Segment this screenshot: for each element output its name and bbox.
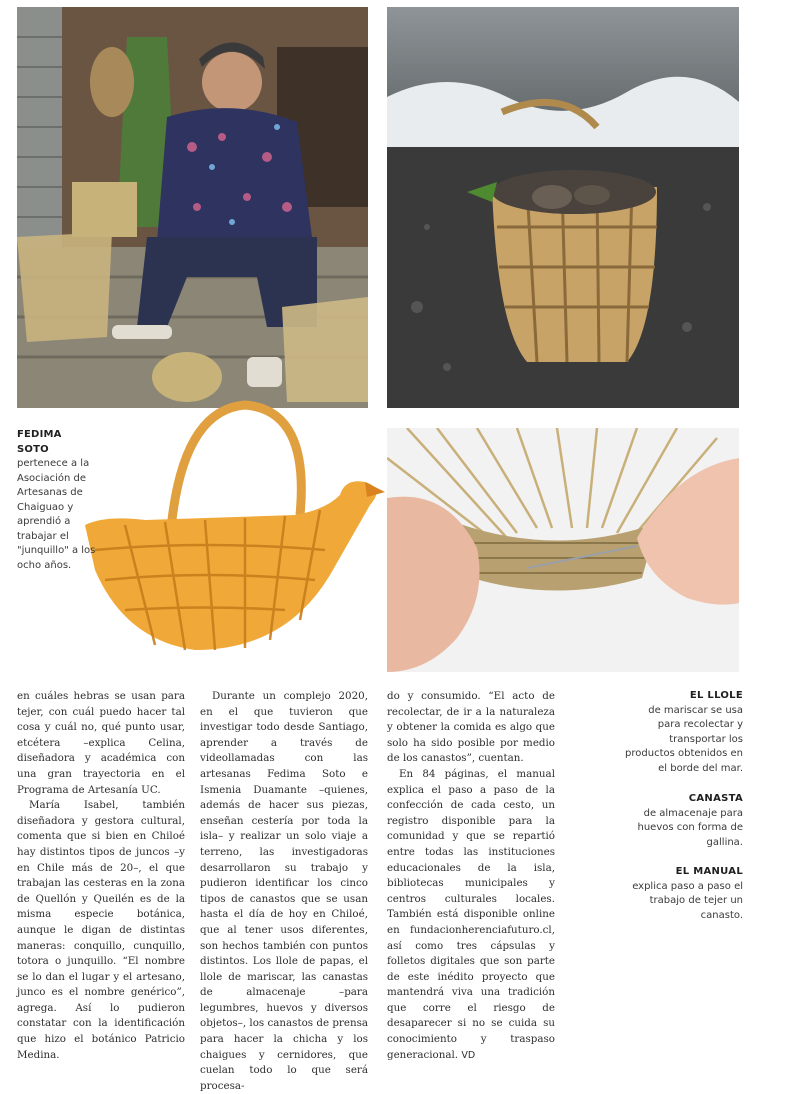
body-column-3 <box>387 689 555 1063</box>
sidebar-caption-title: EL MANUAL <box>675 866 743 877</box>
sidebar-caption-manual <box>623 865 743 923</box>
sidebar-caption-text: de mariscar se usa para recolectar y transportar los productos obtenidos en el borde del mar. <box>625 704 743 774</box>
caption-title: FEDIMA SOTO <box>17 429 62 455</box>
sidebar-caption-title: EL LLOLE <box>689 690 743 701</box>
sidebar-caption-title: CANASTA <box>688 793 743 804</box>
paragraph: en cuáles hebras se usan para tejer, con cuál puedo hacer tal cosa y cuál no, qué punto usar, etcétera –explica Celina, diseñadora y académica con una gran trayectoria en el Programa de Artesanía UC. <box>17 690 185 796</box>
basket-on-shore-image <box>387 7 739 408</box>
paragraph: do y consumido. “El acto de recolectar, de ir a la naturaleza y obtener la comida es algo que solo ha sido posible por medio de los canastos”, cuentan. <box>387 690 555 765</box>
paragraph-text: En 84 páginas, el manual explica el paso a paso de la confección de cada cesto, un registro disponible para la comunidad y que se repartió entre todas las instituciones educacionales de la isla, bibliotecas municipales y centros culturales locales. También está disponible online en fundacionherenciafuturo.cl, así como tres cápsulas y folletos digitales que son parte de este inédito proyecto que mantendrá viva una tradición que corre el riesgo de desaparecer si no se cuida su conocimiento y traspaso generacional. <box>387 767 555 1061</box>
woman-with-baskets-image <box>17 7 368 408</box>
paragraph: María Isabel, también diseñadora y gestora cultural, comenta que si bien en Chiloé hay distintos tipos de juncos –y en Chile más de 20–, el que trabajan las cesteras en la zona de Quellón y Queilén es de la misma especie botánica, aunque le digan de distintas maneras: conquillo, cunquillo, totora o junquillo. “El nombre se lo dan el lugar y el artesano, junco es el nombre genérico”, agrega. Así lo pudieron constatar con la identificación que hizo el botánico Patricio Medina. <box>17 799 185 1061</box>
sidebar-caption-text: de almacenaje para huevos con forma de gallina. <box>637 807 743 848</box>
paragraph: Durante un complejo 2020, en el que tuvieron que investigar todo desde Santiago, aprender a través de videollamadas con las artesanas Fedima Soto e Ismenia Duamante –quienes, además de hacer sus piezas, enseñan cestería por toda la isla– y realizar un solo viaje a terreno, las investigadoras desarrollaron su trabajo y pudieron identificar los cinco tipos de canastos que se usan hasta el día de hoy en Chiloé, que al tener usos diferentes, son hechos también con puntos distintos. Los llole de papas, el llole de mariscar, las canastas de almacenaje –para legumbres, huevos y diversos objetos–, los canastos de prensa para hacer la chicha y los chaigues y cernidores, que cuelan todo lo que será procesa- <box>200 690 368 1092</box>
caption-text: pertenece a la Asociación de Artesanas de Chaiguao y aprendió a trabajar el "junquillo" a los ocho años. <box>17 458 96 571</box>
caption-fedima-soto <box>17 428 97 573</box>
weaving-hands-image <box>387 428 739 672</box>
photo-llole-beach <box>387 7 739 408</box>
sidebar-caption-text: explica paso a paso el trabajo de tejer un canasto. <box>632 880 743 921</box>
photo-hen-basket <box>85 400 390 660</box>
hen-basket-image <box>85 400 390 660</box>
author-signoff: VD <box>461 1049 476 1061</box>
body-column-1 <box>17 689 185 1063</box>
sidebar-caption-canasta <box>623 792 743 850</box>
photo-weaving-hands <box>387 428 739 672</box>
paragraph <box>387 767 555 1063</box>
body-column-2 <box>200 689 368 1094</box>
sidebar-caption-llole <box>623 689 743 776</box>
photo-fedima-soto <box>17 7 368 408</box>
